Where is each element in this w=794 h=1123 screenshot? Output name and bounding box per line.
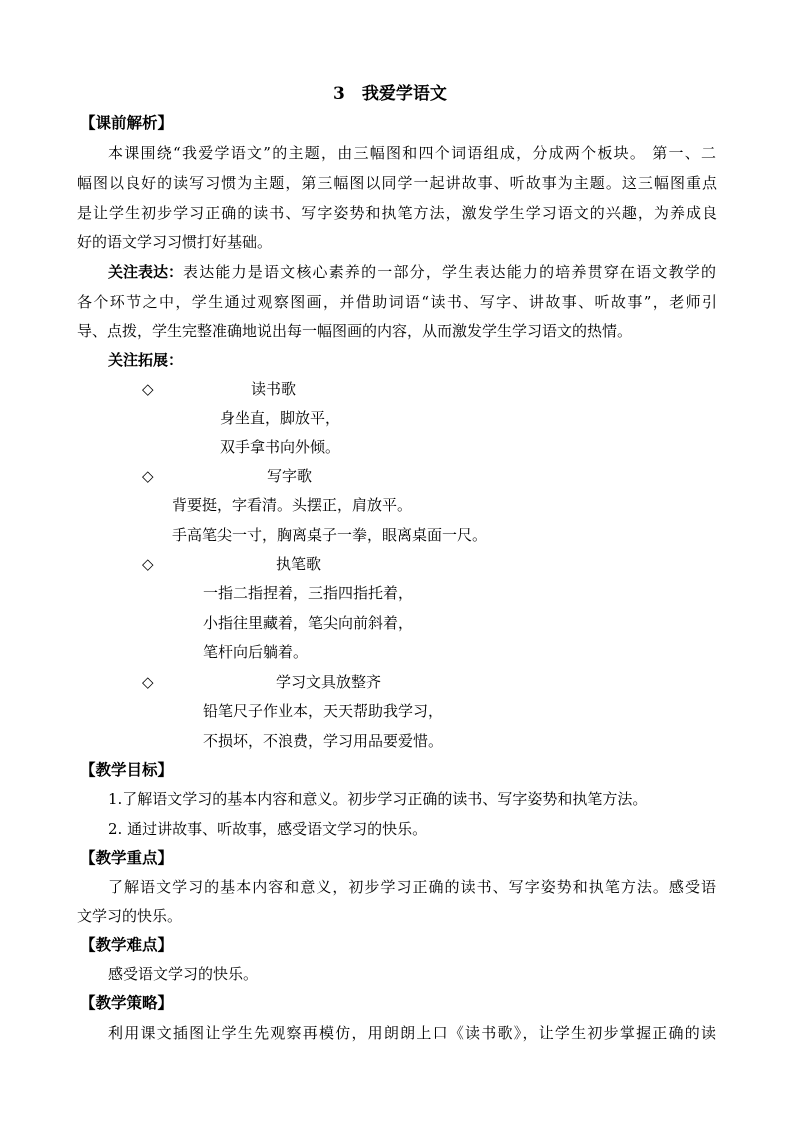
- focus-extension-label: 关注拓展：: [108, 351, 184, 369]
- song-line: 不损坏，不浪费，学习用品要爱惜。: [203, 732, 444, 750]
- objective-item: 1.了解语文学习的基本内容和意义。初步学习正确的读书、写字姿势和执笔方法。: [108, 790, 648, 808]
- paragraph-line: 了解语文学习的基本内容和意义，初步学习正确的读书、写字姿势和执笔方法。感受语: [108, 878, 716, 896]
- song-line: 小指往里藏着，笔尖向前斜着，: [203, 614, 414, 632]
- page-title: 3 我爱学语文: [333, 84, 447, 104]
- song-line: 一指二指捏着，三指四指托着，: [203, 584, 414, 602]
- paragraph-line: 幅图以良好的读写习惯为主题，第三幅图以同学一起讲故事、听故事为主题。这三幅图重点: [77, 174, 717, 192]
- paragraph-line: 感受语文学习的快乐。: [108, 965, 259, 983]
- focus-expression-text: 表达能力是语文核心素养的一部分，学生表达能力的培养贯穿在语文教学的: [183, 263, 716, 281]
- song-line: 身坐直，脚放平，: [220, 409, 341, 427]
- objective-item: 2. 通过讲故事、听故事，感受语文学习的快乐。: [108, 820, 428, 838]
- paragraph-line: 各个环节之中，学生通过观察图画，并借助词语“读书、写字、讲故事、听故事”，老师引: [77, 293, 717, 311]
- section-heading-objectives: 【教学目标】: [80, 760, 174, 779]
- section-heading-strategy: 【教学策略】: [80, 993, 174, 1012]
- song-title: 执笔歌: [276, 555, 322, 573]
- bullet-diamond-icon: ◇: [142, 380, 154, 398]
- song-title: 学习文具放整齐: [276, 673, 382, 691]
- section-heading-difficulties: 【教学难点】: [80, 935, 174, 954]
- song-line: 铅笔尺子作业本，天天帮助我学习，: [203, 702, 444, 720]
- paragraph-line: 本课围绕“我爱学语文”的主题，由三幅图和四个词语组成，分成两个板块。 第一、二: [108, 144, 716, 162]
- paragraph-line: 利用课文插图让学生先观察再模仿，用朗朗上口《读书歌》，让学生初步掌握正确的读: [108, 1024, 716, 1042]
- bullet-diamond-icon: ◇: [142, 555, 154, 573]
- bullet-diamond-icon: ◇: [142, 467, 154, 485]
- paragraph-line: 导、点拨，学生完整准确地说出每一幅图画的内容，从而激发学生学习语文的热情。: [77, 322, 633, 340]
- song-title: 写字歌: [267, 467, 313, 485]
- paragraph-line: 是让学生初步学习正确的读书、写字姿势和执笔方法，激发学生学习语文的兴趣，为养成良: [77, 204, 717, 222]
- focus-expression-label: 关注表达：: [108, 263, 184, 281]
- song-line: 背要挺，字看清。头摆正，肩放平。: [172, 496, 413, 514]
- section-heading-pre-analysis: 【课前解析】: [80, 113, 174, 132]
- song-line: 笔杆向后躺着。: [203, 643, 309, 661]
- paragraph-line: 好的语文学习习惯打好基础。: [77, 233, 273, 251]
- song-line: 双手拿书向外倾。: [220, 438, 341, 456]
- bullet-diamond-icon: ◇: [142, 673, 154, 691]
- song-title: 读书歌: [251, 380, 297, 398]
- section-heading-key-points: 【教学重点】: [80, 848, 174, 867]
- focus-expression-line: [108, 262, 716, 282]
- song-line: 手高笔尖一寸，胸离桌子一拳，眼离桌面一尺。: [172, 526, 488, 544]
- paragraph-line: 文学习的快乐。: [77, 907, 183, 925]
